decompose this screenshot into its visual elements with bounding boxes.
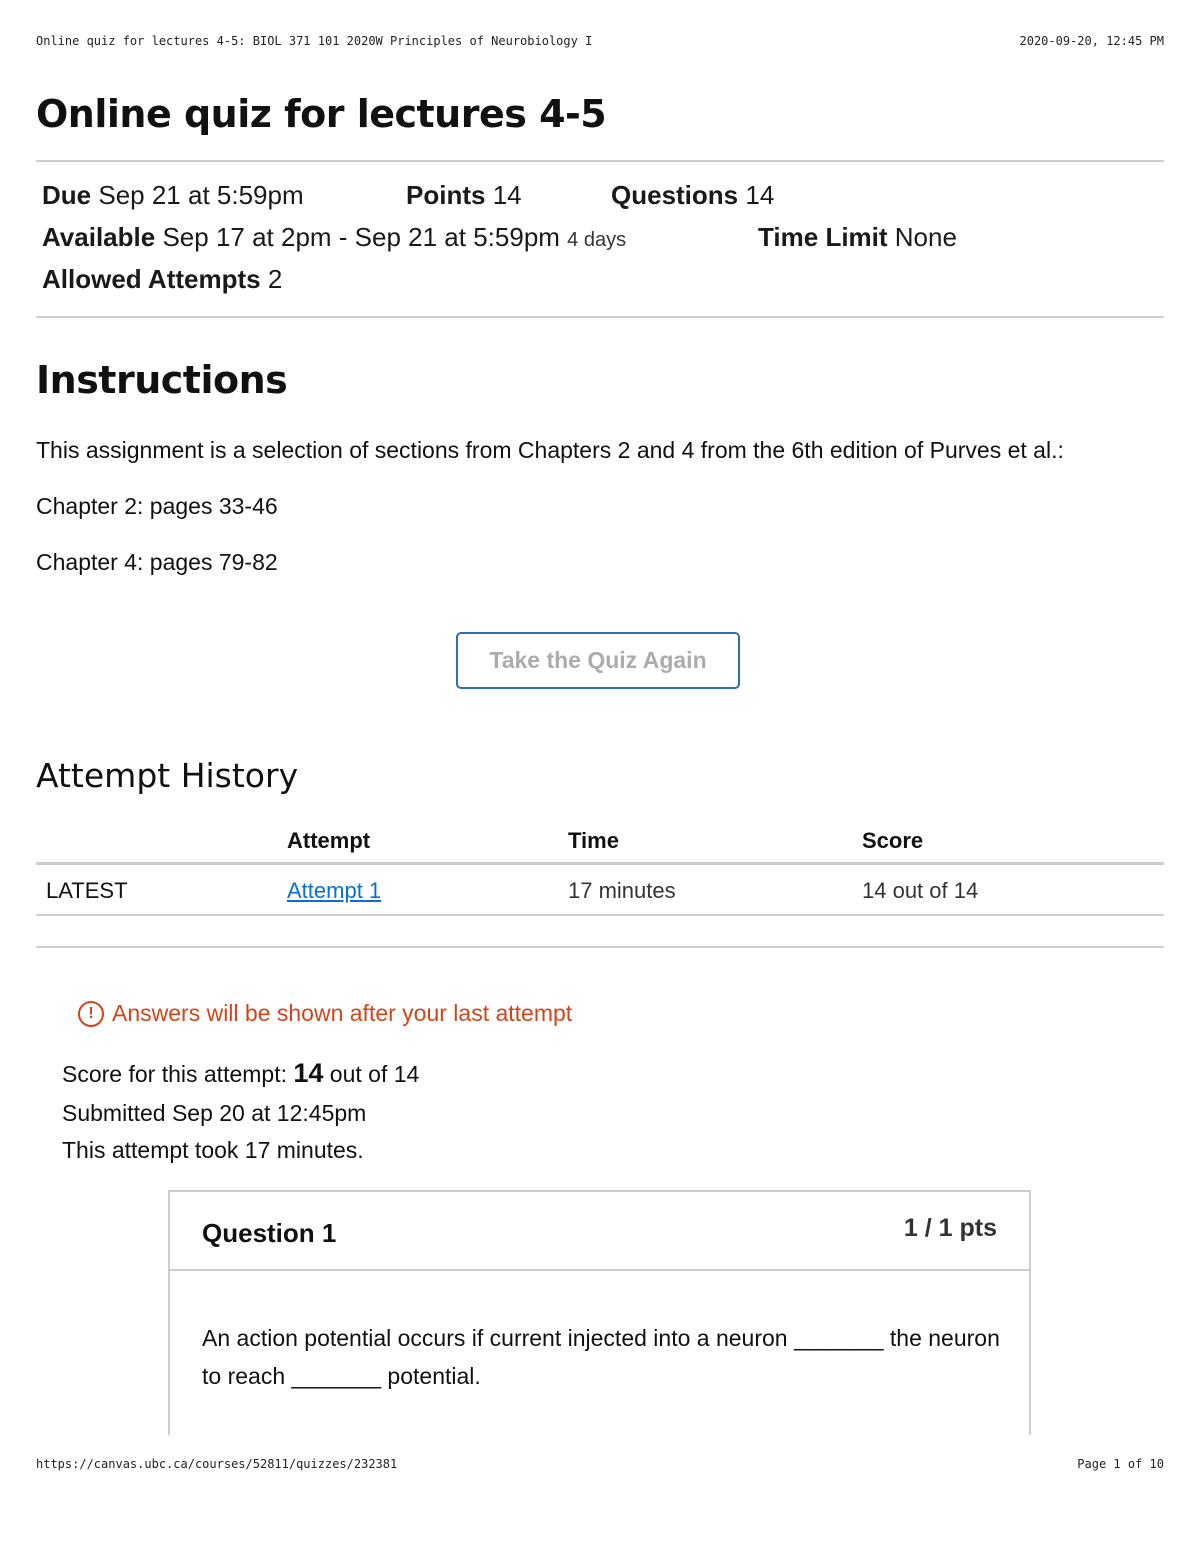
instructions-paragraph: Chapter 2: pages 33-46 <box>36 493 278 519</box>
questions-value: 14 <box>745 180 775 210</box>
time-limit-label: Time Limit <box>758 222 888 252</box>
score-value: 14 <box>293 1058 324 1088</box>
time-limit-value: None <box>894 222 957 252</box>
question-text: An action potential occurs if current injected into a neuron _______ the neuron to reach _______ potential. <box>202 1325 1000 1389</box>
print-header-title: Online quiz for lectures 4-5: BIOL 371 101 2020W Principles of Neurobiology I <box>36 34 593 48</box>
attempt-time: 17 minutes <box>568 878 676 903</box>
divider <box>36 160 1164 162</box>
questions-label: Questions <box>611 180 739 210</box>
page-title: Online quiz for lectures 4-5 <box>36 92 607 136</box>
divider <box>36 316 1164 318</box>
points-detail <box>406 180 522 211</box>
attempt-duration: This attempt took 17 minutes. <box>62 1137 364 1163</box>
print-header <box>36 34 1164 48</box>
divider <box>36 946 1164 948</box>
available-value: Sep 17 at 2pm - Sep 21 at 5:59pm <box>162 222 560 252</box>
attempts-label: Allowed Attempts <box>42 264 261 294</box>
question-card <box>168 1190 1031 1435</box>
table-row-divider <box>36 914 1164 916</box>
questions-detail <box>611 180 774 211</box>
points-value: 14 <box>492 180 522 210</box>
available-duration: 4 days <box>567 229 627 251</box>
points-label: Points <box>406 180 486 210</box>
attempt-history-heading: Attempt History <box>36 756 299 795</box>
due-detail <box>42 180 304 211</box>
instructions-paragraph: This assignment is a selection of sections from Chapters 2 and 4 from the 6th edition of Purves et al.: <box>36 437 1064 463</box>
exclamation-circle-icon: ! <box>78 1001 104 1027</box>
available-label: Available <box>42 222 156 252</box>
print-footer-page: Page 1 of 10 <box>1077 1457 1164 1471</box>
time-limit-detail <box>758 222 957 253</box>
attempt-1-link[interactable]: Attempt 1 <box>287 878 382 903</box>
question-header <box>170 1192 1029 1271</box>
column-header-score: Score <box>862 828 924 853</box>
due-label: Due <box>42 180 92 210</box>
answers-notice-text: Answers will be shown after your last attempt <box>112 1000 573 1026</box>
attempt-score-summary <box>62 1058 419 1089</box>
instructions-paragraph: Chapter 4: pages 79-82 <box>36 549 278 575</box>
attempts-value: 2 <box>267 264 283 294</box>
take-quiz-again-button[interactable]: Take the Quiz Again <box>456 632 740 689</box>
print-footer <box>36 1457 1164 1471</box>
due-value: Sep 21 at 5:59pm <box>98 180 304 210</box>
print-header-datetime: 2020-09-20, 12:45 PM <box>1019 34 1164 48</box>
table-header-divider <box>36 862 1164 865</box>
available-detail <box>42 222 626 253</box>
instructions-heading: Instructions <box>36 358 288 402</box>
answers-notice <box>78 1000 572 1027</box>
print-footer-url: https://canvas.ubc.ca/courses/52811/quizzes/232381 <box>36 1457 398 1471</box>
question-points: 1 / 1 pts <box>903 1214 997 1242</box>
attempt-score: 14 out of 14 <box>862 878 979 903</box>
score-prefix: Score for this attempt: <box>62 1061 294 1087</box>
column-header-attempt: Attempt <box>287 828 371 853</box>
latest-label: LATEST <box>46 878 128 903</box>
submitted-time: Submitted Sep 20 at 12:45pm <box>62 1100 367 1126</box>
score-suffix: out of 14 <box>323 1061 420 1087</box>
attempts-detail <box>42 264 282 295</box>
question-title: Question 1 <box>202 1218 337 1248</box>
column-header-time: Time <box>568 828 619 853</box>
